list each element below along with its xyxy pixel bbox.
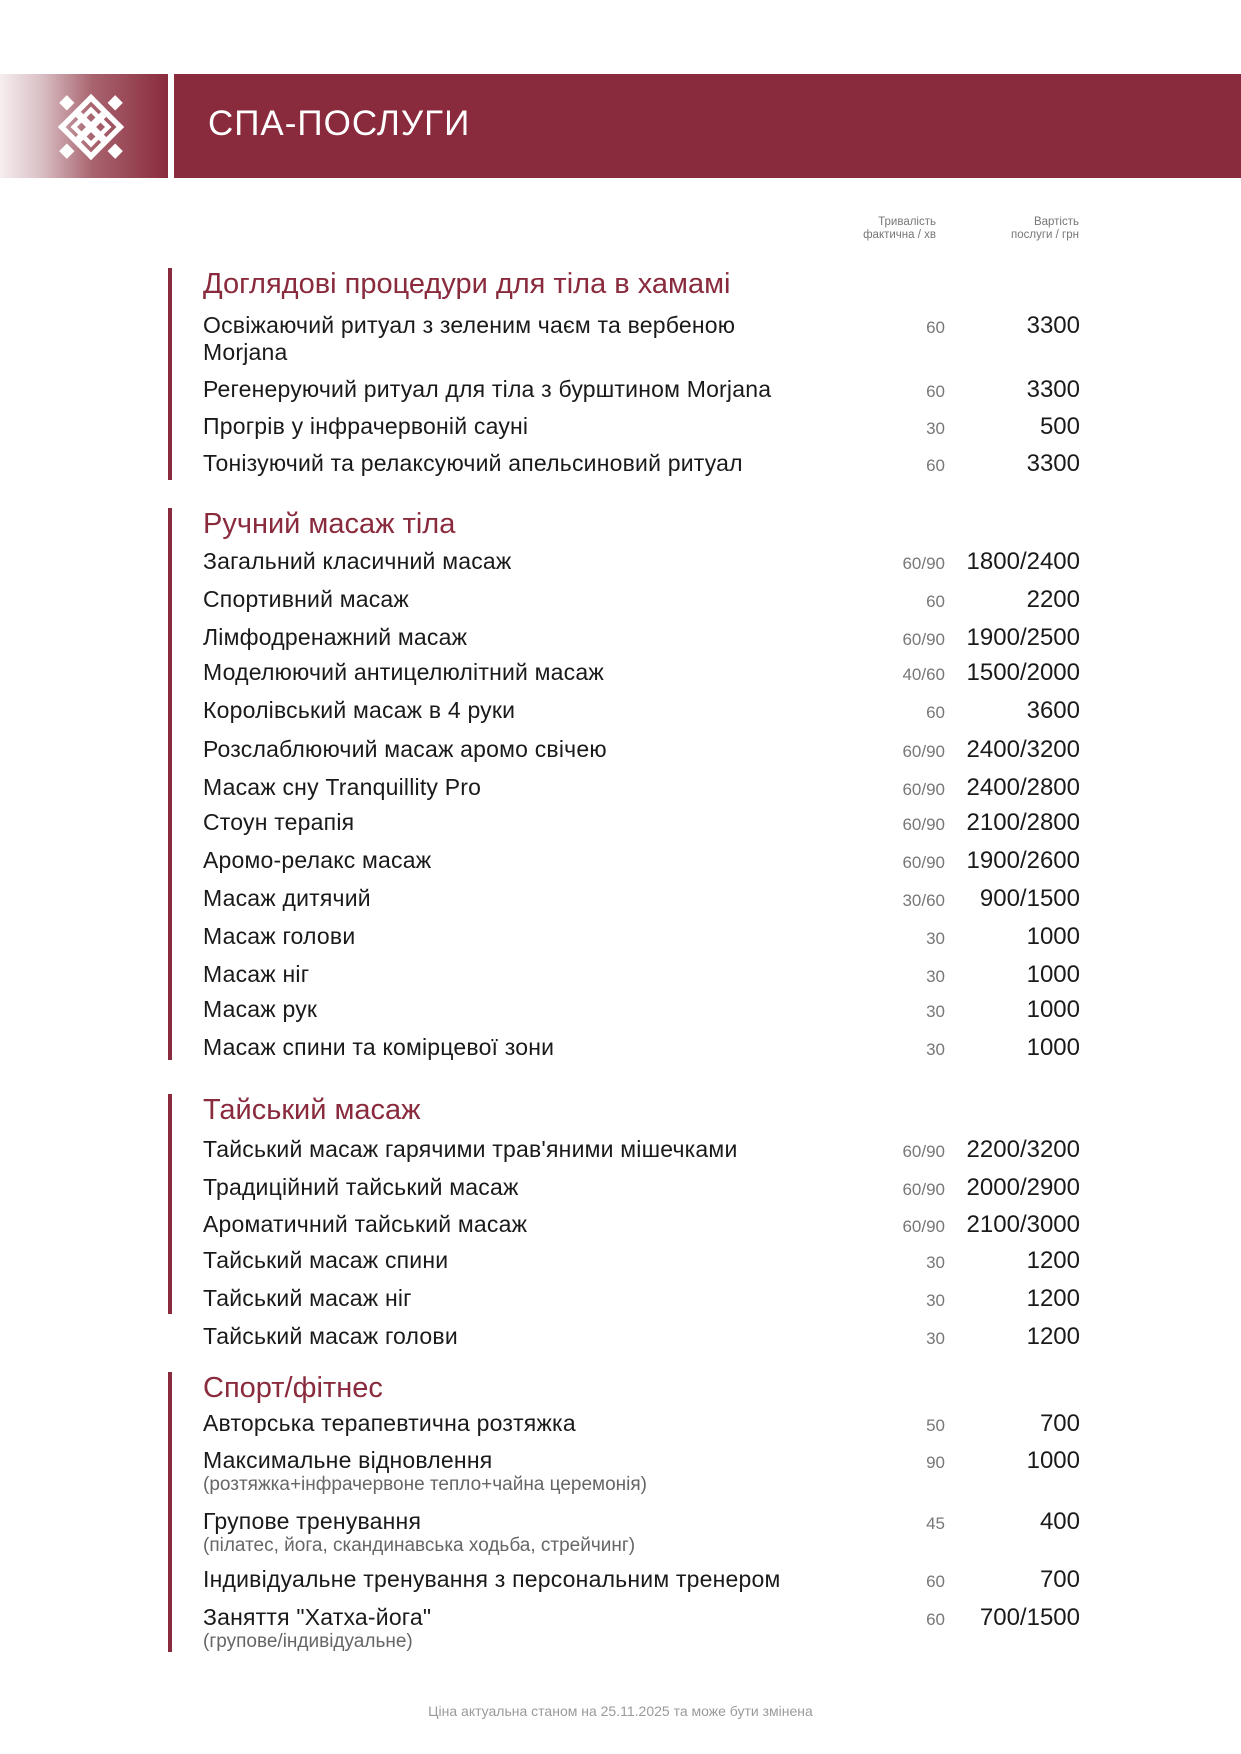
service-duration: 60/90 <box>902 630 945 649</box>
service-duration: 60/90 <box>902 780 945 799</box>
service-duration: 60 <box>926 1610 945 1629</box>
section-title: Ручний масаж тіла <box>203 508 456 540</box>
service-duration: 90 <box>926 1453 945 1472</box>
section-title: Доглядові процедури для тіла в хамамі <box>203 268 731 300</box>
service-price: 3300 <box>1026 312 1080 339</box>
service-price: 1900/2600 <box>966 847 1080 874</box>
service-price: 2200 <box>1026 586 1080 613</box>
service-duration: 60/90 <box>902 853 945 872</box>
service-price: 2400/3200 <box>966 736 1080 763</box>
service-name: Лімфодренажний масаж <box>203 624 468 650</box>
service-name: Прогрів у інфрачервоній сауні <box>203 413 529 439</box>
service-duration: 60 <box>926 1572 945 1591</box>
service-price: 2200/3200 <box>966 1136 1080 1163</box>
service-duration: 60/90 <box>902 1142 945 1161</box>
service-name: Моделюючий антицелюлітний масаж <box>203 659 604 685</box>
service-price: 1900/2500 <box>966 624 1080 651</box>
service-name: Максимальне відновлення <box>203 1447 493 1473</box>
service-name: Традиційний тайський масаж <box>203 1174 519 1200</box>
ornament-logo-icon <box>46 82 136 172</box>
service-name: Групове тренування <box>203 1508 422 1534</box>
service-price: 1000 <box>1026 1447 1080 1474</box>
service-description: (пілатес, йога, скандинавська ходьба, стрейчинг) <box>203 1535 636 1556</box>
service-price: 500 <box>1039 413 1080 440</box>
service-name: Розслаблюючий масаж аромо свічею <box>203 736 607 762</box>
service-duration: 40/60 <box>902 665 945 684</box>
service-duration: 30 <box>926 1291 945 1310</box>
service-price: 3300 <box>1026 450 1080 477</box>
price-column-header: Вартість послуги / грн <box>1011 216 1079 241</box>
service-price: 700/1500 <box>979 1604 1080 1631</box>
service-name: Королівський масаж в 4 руки <box>203 697 516 723</box>
service-price: 2100/2800 <box>966 809 1080 836</box>
page-title: СПА-ПОСЛУГИ <box>208 104 471 143</box>
service-price: 2100/3000 <box>966 1211 1080 1238</box>
section-accent-bar <box>168 268 172 480</box>
service-price: 1200 <box>1026 1247 1080 1274</box>
service-name: Аромо-релакс масаж <box>203 847 432 873</box>
service-name: Освіжаючий ритуал з зеленим чаєм та вербеною <box>203 312 736 338</box>
service-duration: 60/90 <box>902 742 945 761</box>
section-accent-bar <box>168 508 172 1060</box>
service-name: Стоун терапія <box>203 809 355 835</box>
service-description: (розтяжка+інфрачервоне тепло+чайна церемонія) <box>203 1474 647 1495</box>
service-price: 700 <box>1039 1410 1080 1437</box>
service-name: Заняття "Хатха-йога" <box>203 1604 432 1630</box>
service-price: 3600 <box>1026 697 1080 724</box>
service-duration: 60 <box>926 703 945 722</box>
service-price: 1200 <box>1026 1285 1080 1312</box>
service-price: 400 <box>1039 1508 1080 1535</box>
service-duration: 60 <box>926 382 945 401</box>
service-duration: 30 <box>926 1253 945 1272</box>
service-duration: 60/90 <box>902 554 945 573</box>
service-duration: 60 <box>926 456 945 475</box>
service-duration: 45 <box>926 1514 945 1533</box>
service-duration: 60 <box>926 592 945 611</box>
footer-note: Ціна актуальна станом на 25.11.2025 та може бути змінена <box>428 1703 813 1719</box>
service-price: 2000/2900 <box>966 1174 1080 1201</box>
service-price: 1200 <box>1026 1323 1080 1350</box>
service-description: (групове/індивідуальне) <box>203 1631 413 1652</box>
service-duration: 30 <box>926 967 945 986</box>
service-name: Ароматичний тайський масаж <box>203 1211 528 1237</box>
service-price: 1000 <box>1026 1034 1080 1061</box>
service-duration: 30/60 <box>902 891 945 910</box>
service-duration: 50 <box>926 1416 945 1435</box>
header-title-panel <box>174 74 1241 178</box>
service-duration: 60/90 <box>902 1217 945 1236</box>
service-name: Масаж сну Tranquillity Pro <box>203 774 482 800</box>
service-duration: 60/90 <box>902 815 945 834</box>
service-price: 3300 <box>1026 376 1080 403</box>
service-name: Масаж ніг <box>203 961 310 987</box>
service-name: Тайський масаж голови <box>203 1323 458 1349</box>
service-duration: 30 <box>926 1002 945 1021</box>
service-name: Масаж дитячий <box>203 885 371 911</box>
service-duration: 30 <box>926 929 945 948</box>
section-title: Спорт/фітнес <box>203 1372 383 1404</box>
service-name: Індивідуальне тренування з персональним тренером <box>203 1566 781 1592</box>
duration-column-header: Тривалість фактична / хв <box>863 216 936 241</box>
service-price: 2400/2800 <box>966 774 1080 801</box>
service-name: Регенеруючий ритуал для тіла з бурштином Morjana <box>203 376 772 402</box>
service-name: Масаж спини та комірцевої зони <box>203 1034 555 1060</box>
service-name-continued: Morjana <box>203 339 288 365</box>
service-name: Тайський масаж спини <box>203 1247 449 1273</box>
service-price: 1800/2400 <box>966 548 1080 575</box>
service-price: 900/1500 <box>979 885 1080 912</box>
service-price: 1000 <box>1026 996 1080 1023</box>
service-name: Тайський масаж гарячими трав'яними мішечками <box>203 1136 738 1162</box>
service-price: 1000 <box>1026 961 1080 988</box>
service-duration: 30 <box>926 1329 945 1348</box>
service-name: Авторська терапевтична розтяжка <box>203 1410 576 1436</box>
section-accent-bar <box>168 1372 172 1652</box>
service-price: 700 <box>1039 1566 1080 1593</box>
service-name: Масаж голови <box>203 923 356 949</box>
service-name: Загальний класичний масаж <box>203 548 512 574</box>
header-logo-panel <box>0 74 168 178</box>
service-duration: 30 <box>926 1040 945 1059</box>
section-accent-bar <box>168 1094 172 1314</box>
service-name: Тонізуючий та релаксуючий апельсиновий ритуал <box>203 450 743 476</box>
service-price: 1000 <box>1026 923 1080 950</box>
service-name: Тайський масаж ніг <box>203 1285 412 1311</box>
service-name: Масаж рук <box>203 996 318 1022</box>
section-title: Тайський масаж <box>203 1094 421 1126</box>
service-duration: 60/90 <box>902 1180 945 1199</box>
service-duration: 60 <box>926 318 945 337</box>
service-duration: 30 <box>926 419 945 438</box>
page-header <box>0 74 1241 178</box>
service-price: 1500/2000 <box>966 659 1080 686</box>
service-name: Спортивний масаж <box>203 586 410 612</box>
